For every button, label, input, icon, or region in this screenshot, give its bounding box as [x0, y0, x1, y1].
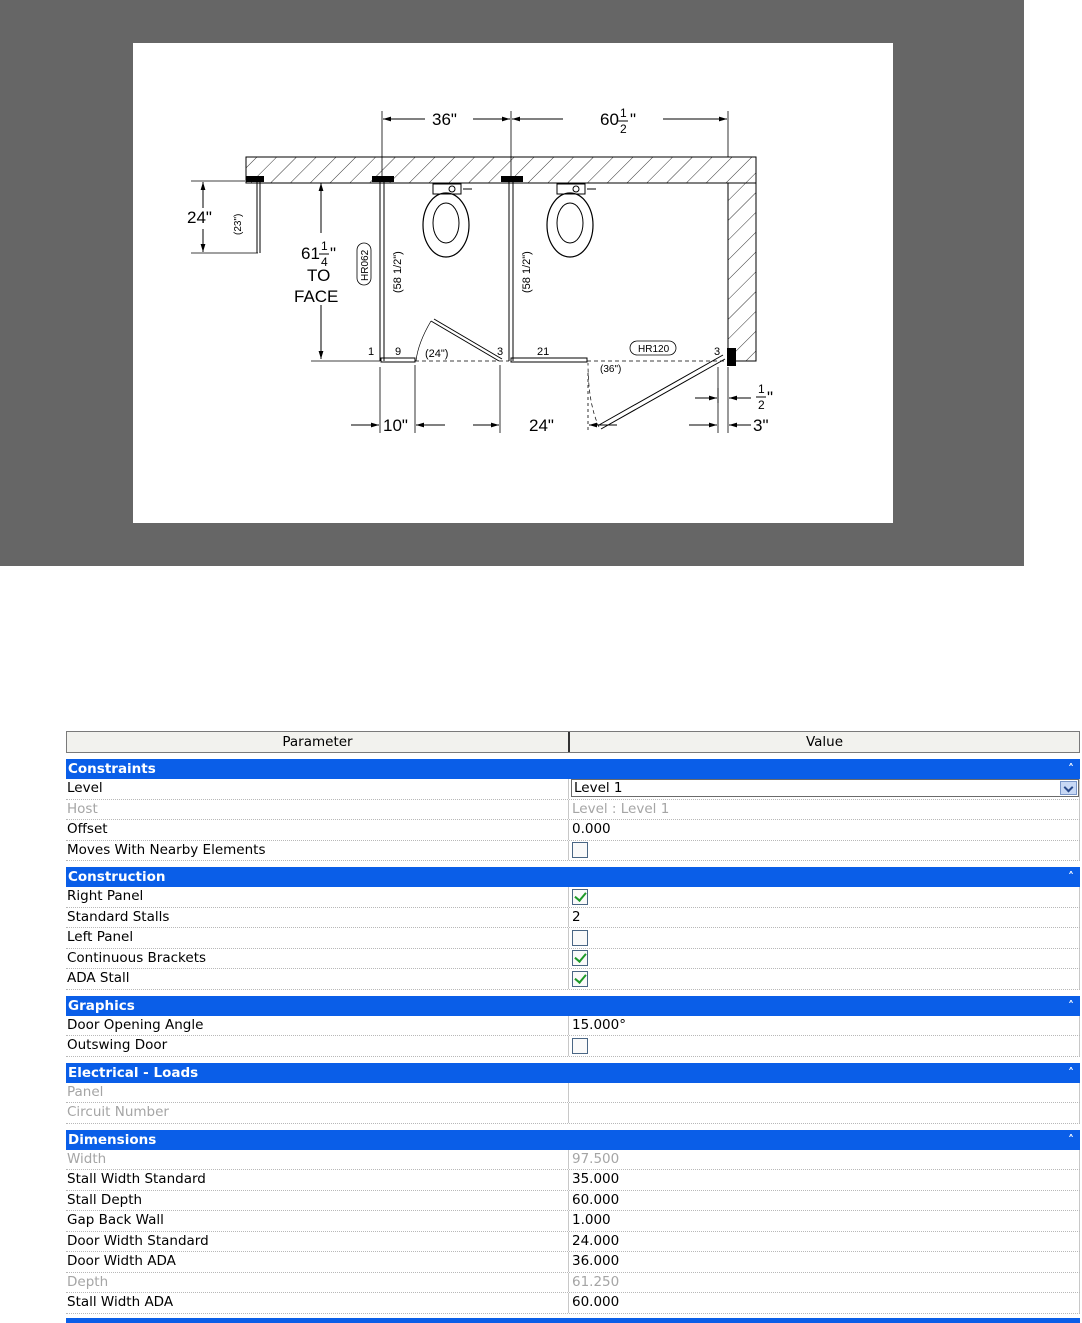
dim-36-swing: (36")	[600, 364, 622, 375]
outswing-door-checkbox[interactable]	[572, 1038, 588, 1054]
param-value: 61.250	[569, 1273, 1080, 1293]
param-row-moves[interactable]	[66, 841, 1080, 862]
param-label: Circuit Number	[66, 1103, 569, 1123]
collapse-chevron-icon[interactable]: ˄	[1068, 998, 1074, 1013]
dim-61-num: 1	[321, 239, 328, 253]
group-label: Electrical - Loads	[68, 1064, 199, 1081]
param-row-stall-width-ada[interactable]	[66, 1293, 1080, 1314]
param-label: Depth	[66, 1273, 569, 1293]
tag-hr062: HR062	[360, 249, 371, 281]
dim-half-num: 1	[758, 382, 765, 396]
param-label: Gap Back Wall	[66, 1211, 569, 1231]
instance-properties-grid	[66, 731, 1080, 1323]
param-row-door-width-standard[interactable]	[66, 1232, 1080, 1253]
column-header-parameter[interactable]: Parameter	[67, 732, 570, 752]
label-3b: 3	[714, 346, 721, 358]
param-label: Stall Width Standard	[66, 1170, 569, 1190]
ada-stall-checkbox[interactable]	[572, 971, 588, 987]
param-row-outswing-door[interactable]	[66, 1036, 1080, 1057]
param-row-depth	[66, 1273, 1080, 1294]
dim-10: 10"	[383, 416, 408, 435]
dim-23: (23")	[233, 213, 244, 235]
toilet-icon	[423, 184, 472, 257]
stall-depth-field[interactable]: 60.000	[569, 1191, 1080, 1211]
right-wall	[728, 183, 756, 361]
param-label: Outswing Door	[66, 1036, 569, 1056]
group-dimensions[interactable]	[66, 1130, 1080, 1150]
dim-3: 3"	[753, 416, 769, 435]
door-opening-angle-field[interactable]: 15.000°	[569, 1016, 1080, 1036]
label-1: 1	[368, 346, 375, 358]
collapse-chevron-icon[interactable]: ˄	[1068, 1132, 1074, 1147]
param-label: Offset	[66, 820, 569, 840]
dim-face-label: FACE	[294, 287, 339, 306]
dim-to-label: TO	[307, 266, 331, 285]
param-label: Panel	[66, 1083, 569, 1103]
bracket	[246, 176, 264, 182]
dim-61-whole: 61	[301, 244, 320, 263]
dim-24-bottom: 24"	[529, 416, 554, 435]
param-label: Host	[66, 800, 569, 820]
dim-60-inch: "	[630, 110, 637, 129]
param-label: Left Panel	[66, 928, 569, 948]
offset-field[interactable]: 0.000	[569, 820, 1080, 840]
param-label: Door Width ADA	[66, 1252, 569, 1272]
param-label: Width	[66, 1150, 569, 1170]
dim-half-inch: "	[767, 388, 774, 407]
param-row-host	[66, 800, 1080, 821]
param-label: Moves With Nearby Elements	[66, 841, 569, 861]
collapse-chevron-icon[interactable]: ˄	[1068, 762, 1074, 776]
param-label: Right Panel	[66, 887, 569, 907]
param-row-left-panel[interactable]	[66, 928, 1080, 949]
dim-58-a: (58 1/2")	[392, 251, 404, 293]
gap-back-wall-field[interactable]: 1.000	[569, 1211, 1080, 1231]
level-select-value: Level 1	[574, 780, 623, 796]
param-row-continuous-brackets[interactable]	[66, 949, 1080, 970]
param-row-offset[interactable]	[66, 820, 1080, 841]
param-row-level[interactable]	[66, 779, 1080, 800]
column-header-value[interactable]: Value	[805, 734, 844, 750]
collapse-chevron-icon[interactable]: ˄	[1068, 1065, 1074, 1080]
param-value: 97.500	[569, 1150, 1080, 1170]
dim-61-den: 4	[321, 255, 328, 269]
dim-36: 36"	[432, 110, 457, 129]
param-value: Level : Level 1	[569, 800, 1080, 820]
group-graphics[interactable]	[66, 996, 1080, 1016]
param-row-standard-stalls[interactable]	[66, 908, 1080, 929]
dim-58-b: (58 1/2")	[521, 251, 533, 293]
group-electrical-loads[interactable]	[66, 1063, 1080, 1083]
param-row-right-panel[interactable]	[66, 887, 1080, 908]
param-row-stall-depth[interactable]	[66, 1191, 1080, 1212]
dim-24-swing: (24")	[425, 348, 449, 360]
grid-header	[66, 731, 1080, 753]
param-value	[569, 1103, 1080, 1123]
group-construction[interactable]	[66, 867, 1080, 887]
param-label: Level	[66, 779, 569, 799]
dim-half-den: 2	[758, 398, 765, 412]
drawing-sheet	[133, 43, 893, 523]
param-row-circuit-number	[66, 1103, 1080, 1124]
param-label: Door Width Standard	[66, 1232, 569, 1252]
standard-stalls-field[interactable]: 2	[569, 908, 1080, 928]
param-value	[569, 1083, 1080, 1103]
param-row-door-width-ada[interactable]	[66, 1252, 1080, 1273]
dim-61-inch: "	[330, 244, 337, 263]
param-label: Standard Stalls	[66, 908, 569, 928]
continuous-brackets-checkbox[interactable]	[572, 950, 588, 966]
collapse-chevron-icon[interactable]: ˄	[1068, 870, 1074, 884]
dim-60-den: 2	[620, 122, 627, 136]
param-row-ada-stall[interactable]	[66, 969, 1080, 990]
dim-24-left: 24"	[187, 208, 212, 227]
toilet-partition-plan	[133, 43, 893, 523]
preview-panel	[0, 0, 1024, 566]
label-3a: 3	[497, 346, 504, 358]
label-21: 21	[537, 346, 550, 358]
door-width-standard-field[interactable]: 24.000	[569, 1232, 1080, 1252]
bracket	[501, 176, 523, 182]
param-row-panel	[66, 1083, 1080, 1104]
chevron-down-icon[interactable]	[1060, 781, 1077, 795]
param-row-width	[66, 1150, 1080, 1171]
door-width-ada-field[interactable]: 36.000	[569, 1252, 1080, 1272]
toilet-icon	[547, 184, 596, 257]
param-row-gap-back-wall[interactable]	[66, 1211, 1080, 1232]
group-label: Construction	[68, 869, 166, 885]
stall-width-standard-field[interactable]: 35.000	[569, 1170, 1080, 1190]
group-label: Constraints	[68, 761, 156, 777]
group-label: Dimensions	[68, 1131, 157, 1148]
group-next-collapsed[interactable]	[66, 1318, 1080, 1323]
param-label: Continuous Brackets	[66, 949, 569, 969]
bracket	[727, 348, 736, 366]
bracket	[372, 176, 394, 182]
param-label: ADA Stall	[66, 969, 569, 989]
right-panel-checkbox[interactable]	[572, 889, 588, 905]
stall-width-ada-field[interactable]: 60.000	[569, 1293, 1080, 1313]
moves-with-nearby-checkbox[interactable]	[572, 842, 588, 858]
group-label: Graphics	[68, 997, 135, 1014]
label-9: 9	[395, 346, 402, 358]
level-select[interactable]	[571, 779, 1079, 797]
param-row-door-opening-angle[interactable]	[66, 1016, 1080, 1037]
param-label: Stall Width ADA	[66, 1293, 569, 1313]
param-label: Door Opening Angle	[66, 1016, 569, 1036]
param-row-stall-width-standard[interactable]	[66, 1170, 1080, 1191]
tag-hr120: HR120	[638, 344, 670, 355]
group-constraints[interactable]	[66, 759, 1080, 779]
param-label: Stall Depth	[66, 1191, 569, 1211]
dim-60-num: 1	[620, 106, 627, 120]
left-panel-checkbox[interactable]	[572, 930, 588, 946]
dim-60-whole: 60	[600, 110, 619, 129]
